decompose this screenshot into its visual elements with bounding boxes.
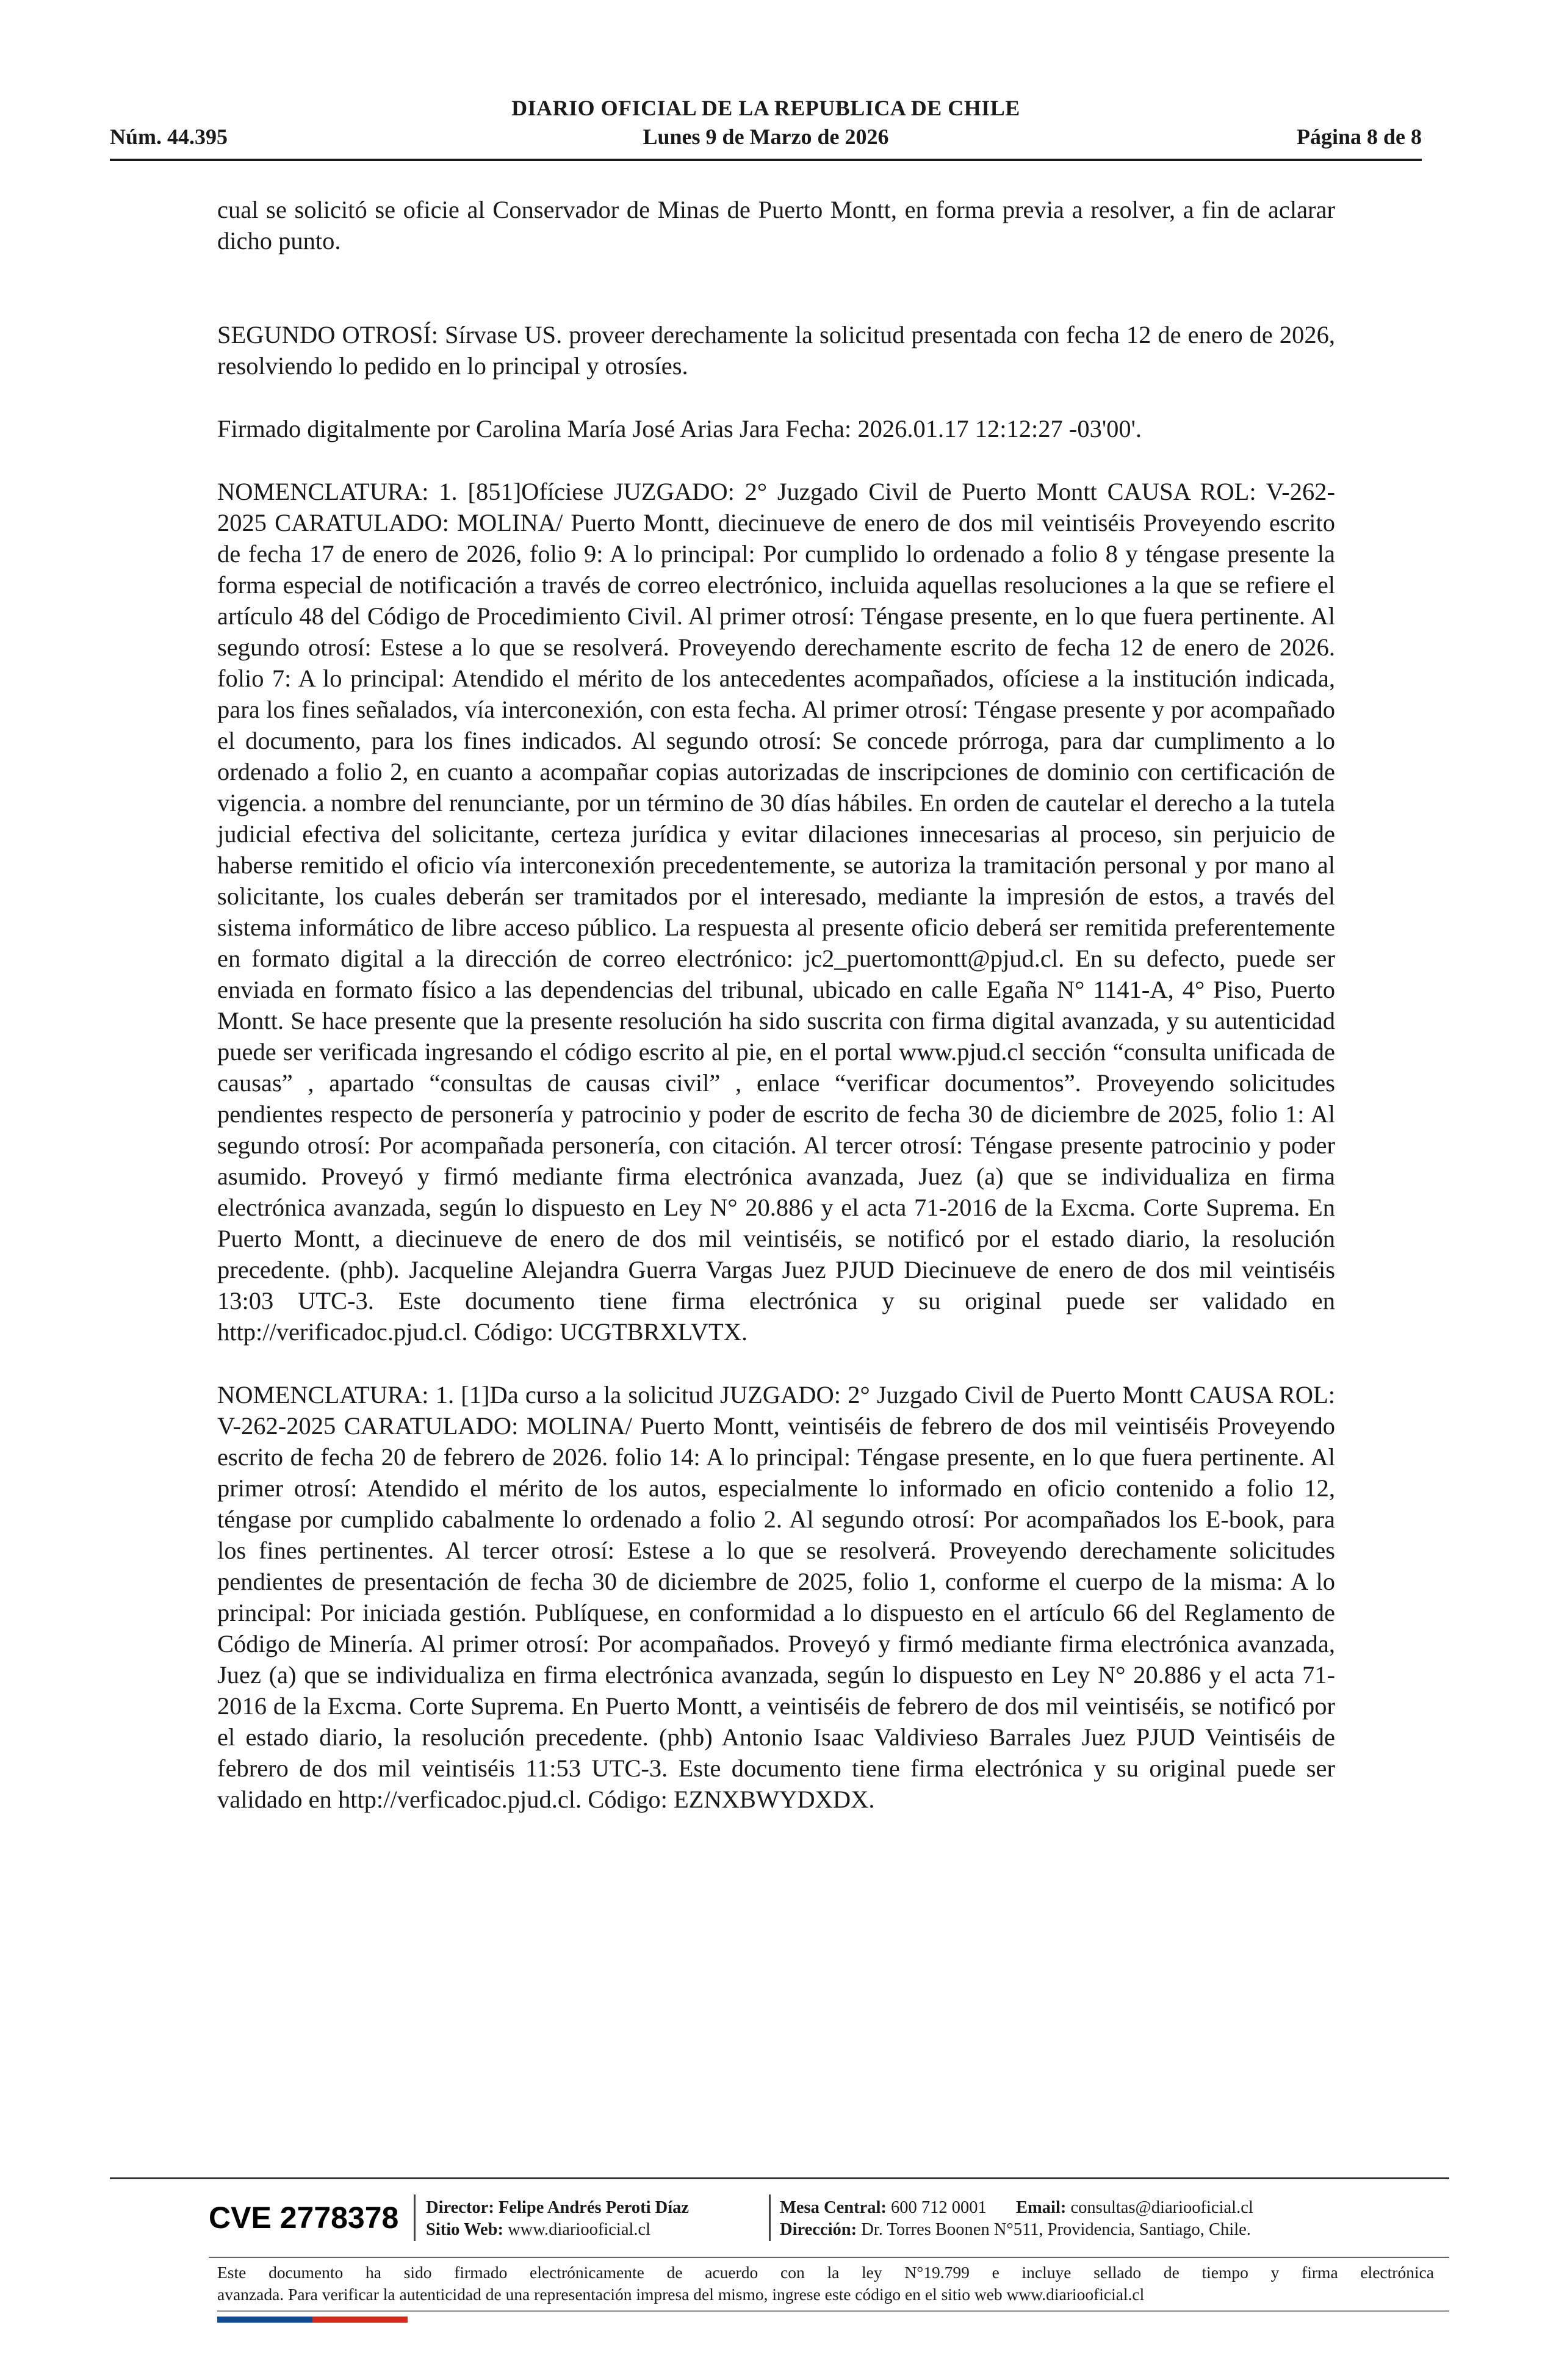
paragraph-resolution-2: NOMENCLATURA: 1. [1]Da curso a la solicitud JUZGADO: 2° Juzgado Civil de Puerto Montt CAUSA ROL: V-262-2025 CARATULADO: MOLINA/ Puerto Montt, veintiséis de febrero de dos mil veintiséis Proveyendo escrito de fecha 20 de febrero de 2026. folio 14: A lo principal: Téngase presente, en lo que fuera pertinente. Al primer otrosí: Atendido el mérito de los autos, especialmente lo informado en oficio contenido a folio 12, téngase por cumplido cabalmente lo ordenado a folio 2. Al segundo otrosí: Por acompañados los E-book, para los fines pertinentes. Al tercer otrosí: Estese a lo que se resolverá. Proveyendo derechamente solicitudes pendientes de presentación de fecha 30 de diciembre de 2025, folio 1, conforme el cuerpo de la misma: A lo principal: Por iniciada gestión. Publíquese, en conformidad a lo dispuesto en el artículo 66 del Reglamento de Código de Minería. Al primer otrosí: Por acompañados. Proveyó y firmó mediante firma electrónica avanzada, Juez (a) que se individualiza en firma electrónica avanzada, según lo dispuesto en Ley N° 20.886 y el acta 71-2016 de la Excma. Corte Suprema. En Puerto Montt, a veintiséis de febrero de dos mil veintiséis, se notificó por el estado diario, la resolución precedente. (phb) Antonio Isaac Valdivieso Barrales Juez PJUD Veintiséis de febrero de dos mil veintiséis 11:53 UTC-3. Este documento tiene firma electrónica y su original puede ser validado en http://verficadoc.pjud.cl. Código: EZNXBWYDXDX. bbox=[217, 1381, 1335, 1813]
legal-notice bbox=[217, 2262, 1434, 2306]
document-body bbox=[217, 194, 1335, 1815]
issue-number: Núm. 44.395 bbox=[110, 124, 228, 149]
phone-number: 600 712 0001 bbox=[891, 2198, 987, 2217]
director-label: Director: bbox=[426, 2198, 494, 2217]
address-value: Dr. Torres Boonen N°511, Providencia, Santiago, Chile. bbox=[861, 2220, 1251, 2239]
footer-bottom-rule bbox=[217, 2310, 1449, 2312]
issue-date: Lunes 9 de Marzo de 2026 bbox=[643, 124, 889, 149]
footer-director-block bbox=[426, 2197, 689, 2241]
flag-red-segment bbox=[312, 2317, 408, 2323]
page-indicator: Página 8 de 8 bbox=[1296, 124, 1422, 149]
director-name: Felipe Andrés Peroti Díaz bbox=[498, 2198, 690, 2217]
website-label: Sitio Web: bbox=[426, 2220, 503, 2239]
email-link[interactable]: consultas@diariooficial.cl bbox=[1070, 2198, 1253, 2217]
header-meta-row bbox=[110, 121, 1422, 152]
email-label: Email: bbox=[1016, 2198, 1067, 2217]
footer-middle-rule bbox=[209, 2257, 1449, 2258]
footer-contact-block bbox=[780, 2197, 1253, 2241]
flag-stripe bbox=[217, 2317, 408, 2323]
legal-notice-line: Este documento ha sido firmado electrónicamente de acuerdo con la ley N°19.799 e incluye sellado de tiempo y firma electrónica bbox=[217, 2263, 1434, 2282]
footer-divider bbox=[769, 2194, 771, 2241]
footer-top-rule bbox=[110, 2177, 1449, 2179]
page-header bbox=[110, 95, 1422, 161]
publication-title: DIARIO OFICIAL DE LA REPUBLICA DE CHILE bbox=[511, 96, 1020, 120]
cve-code: CVE 2778378 bbox=[209, 2201, 399, 2235]
paragraph-resolution-1: NOMENCLATURA: 1. [851]Ofíciese JUZGADO: 2° Juzgado Civil de Puerto Montt CAUSA ROL: V-262-2025 CARATULADO: MOLINA/ Puerto Montt, diecinueve de enero de dos mil veintiséis Proveyendo escrito de fecha 17 de enero de 2026, folio 9: A lo principal: Por cumplido lo ordenado a folio 8 y téngase presente la forma especial de notificación a través de correo electrónico, incluida aquellas resoluciones a la que se refiere el artículo 48 del Código de Procedimiento Civil. Al primer otrosí: Téngase presente, en lo que fuera pertinente. Al segundo otrosí: Estese a lo que se resolverá. Proveyendo derechamente escrito de fecha 12 de enero de 2026. folio 7: A lo principal: Atendido el mérito de los antecedentes acompañados, ofíciese a la institución indicada, para los fines señalados, vía interconexión, con esta fecha. Al primer otrosí: Téngase presente y por acompañado el documento, para los fines indicados. Al segundo otrosí: Se concede prórroga, para dar cumplimento a lo ordenado a folio 2, en cuanto a acompañar copias autorizadas de inscripciones de dominio con certificación de vigencia. a nombre del renunciante, por un término de 30 días hábiles. En orden de cautelar el derecho a la tutela judicial efectiva del solicitante, certeza jurídica y evitar dilaciones innecesarias al proceso, sin perjuicio de haberse remitido el oficio vía interconexión precedentemente, se autoriza la tramitación personal y por mano al solicitante, los cuales deberán ser tramitados por el interesado, mediante la impresión de estos, a través del sistema informático de libre acceso público. La respuesta al presente oficio deberá ser remitida preferentemente en formato digital a la dirección de correo electrónico: jc2_puertomontt@pjud.cl. En su defecto, puede ser enviada en formato físico a las dependencias del tribunal, ubicado en calle Egaña N° 1141-A, 4° Piso, Puerto Montt. Se hace presente que la presente resolución ha sido suscrita con firma digital avanzada, y su autenticidad puede ser verificada ingresando el código escrito al pie, en el portal www.pjud.cl sección “consulta unificada de causas” , apartado “consultas de causas civil” , enlace “verificar documentos”. Proveyendo solicitudes pendientes respecto de personería y patrocinio y poder de escrito de fecha 30 de diciembre de 2025, folio 1: Al segundo otrosí: Por acompañada personería, con citación. Al tercer otrosí: Téngase presente patrocinio y poder asumido. Proveyó y firmó mediante firma electrónica avanzada, Juez (a) que se individualiza en firma electrónica avanzada, según lo dispuesto en Ley N° 20.886 y el acta 71-2016 de la Excma. Corte Suprema. En Puerto Montt, a diecinueve de enero de dos mil veintiséis, se notificó por el estado diario, la resolución precedente. (phb). Jacqueline Alejandra Guerra Vargas Juez PJUD Diecinueve de enero de dos mil veintiséis 13:03 UTC-3. Este documento tiene firma electrónica y su original puede ser validado en http://verificadoc.pjud.cl. Código: UCGTBRXLVTX. bbox=[217, 478, 1335, 1346]
footer-divider bbox=[414, 2194, 416, 2241]
address-label: Dirección: bbox=[780, 2220, 857, 2239]
paragraph-segundo-otrosi: SEGUNDO OTROSÍ: Sírvase US. proveer derechamente la solicitud presentada con fecha 12 de enero de 2026, resolviendo lo pedido en lo principal y otrosíes. bbox=[217, 321, 1335, 380]
paragraph-continuation: cual se solicitó se oficie al Conservador de Minas de Puerto Montt, en forma previa a resolver, a fin de aclarar dicho punto. bbox=[217, 196, 1335, 254]
website-link[interactable]: www.diariooficial.cl bbox=[508, 2220, 651, 2239]
legal-notice-line: avanzada. Para verificar la autenticidad de una representación impresa del mismo, ingrese este código en el sitio web www.diariooficial.cl bbox=[217, 2285, 1145, 2304]
paragraph-signature: Firmado digitalmente por Carolina María José Arias Jara Fecha: 2026.01.17 12:12:27 -03'00'. bbox=[217, 415, 1142, 442]
flag-blue-segment bbox=[217, 2317, 312, 2323]
phone-label: Mesa Central: bbox=[780, 2198, 887, 2217]
page-footer bbox=[110, 2177, 1449, 2364]
